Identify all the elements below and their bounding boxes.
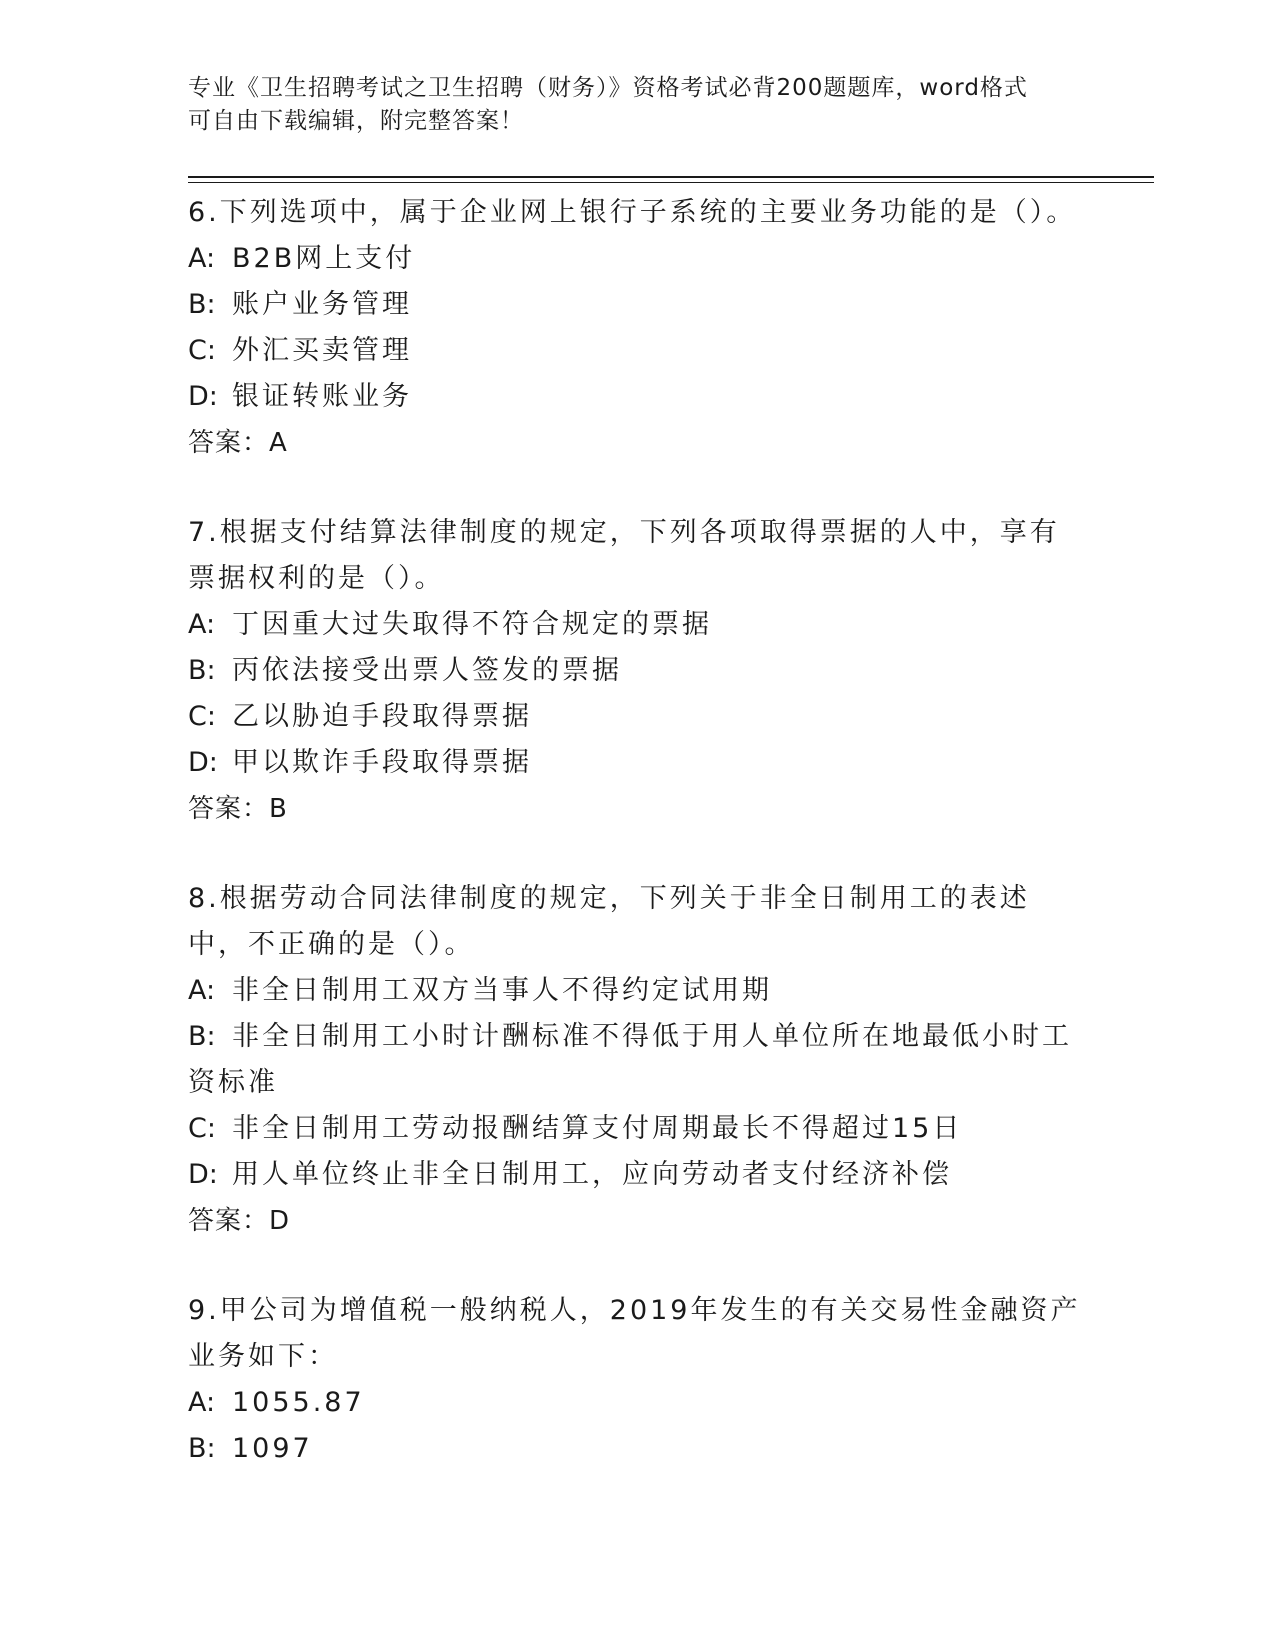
option-key: C: <box>188 335 216 366</box>
answer-label: 答案：D <box>188 1206 291 1236</box>
option-key: A: <box>188 243 216 274</box>
option-text: 非全日制用工双方当事人不得约定试用期 <box>232 975 772 1006</box>
option-d <box>188 740 1088 786</box>
option-key: D: <box>188 747 218 778</box>
question-8 <box>188 876 1088 1244</box>
option-b <box>188 1014 1088 1106</box>
option-text: 用人单位终止非全日制用工，应向劳动者支付经济补偿 <box>232 1159 952 1190</box>
option-text: 账户业务管理 <box>232 289 412 320</box>
option-key: B: <box>188 655 216 686</box>
option-a <box>188 968 1088 1014</box>
option-key: D: <box>188 381 218 412</box>
question-list <box>188 190 1088 1516</box>
option-key: C: <box>188 701 216 732</box>
question-7 <box>188 510 1088 832</box>
option-text: 丙依法接受出票人签发的票据 <box>232 655 622 686</box>
option-d <box>188 374 1088 420</box>
option-key: B: <box>188 289 216 320</box>
header-divider-thick <box>188 176 1154 178</box>
option-text: 1055.87 <box>232 1387 365 1418</box>
option-text: 丁因重大过失取得不符合规定的票据 <box>232 609 712 640</box>
option-text: 甲以欺诈手段取得票据 <box>232 747 532 778</box>
option-b <box>188 282 1088 328</box>
question-6 <box>188 190 1088 466</box>
option-key: A: <box>188 975 216 1006</box>
option-key: A: <box>188 1387 216 1418</box>
option-a <box>188 1380 1088 1426</box>
option-key: B: <box>188 1433 216 1464</box>
option-key: A: <box>188 609 216 640</box>
answer-label: 答案：A <box>188 428 288 458</box>
option-d <box>188 1152 1088 1198</box>
question-text: 7.根据支付结算法律制度的规定，下列各项取得票据的人中，享有票据权利的是（）。 <box>188 517 1060 594</box>
option-key: C: <box>188 1113 216 1144</box>
option-text: 乙以胁迫手段取得票据 <box>232 701 532 732</box>
question-text: 6.下列选项中，属于企业网上银行子系统的主要业务功能的是（）。 <box>188 197 1077 228</box>
option-text: 非全日制用工劳动报酬结算支付周期最长不得超过15日 <box>232 1113 963 1144</box>
question-9 <box>188 1288 1088 1472</box>
answer-label: 答案：B <box>188 794 288 824</box>
option-c <box>188 1106 1088 1152</box>
question-text: 8.根据劳动合同法律制度的规定，下列关于非全日制用工的表述中，不正确的是（）。 <box>188 883 1030 960</box>
option-key: B: <box>188 1021 216 1052</box>
header-line-2: 可自由下载编辑，附完整答案！ <box>188 108 524 134</box>
option-c <box>188 694 1088 740</box>
option-c <box>188 328 1088 374</box>
option-text: 非全日制用工小时计酬标准不得低于用人单位所在地最低小时工资标准 <box>188 1021 1072 1098</box>
option-key: D: <box>188 1159 218 1190</box>
option-text: 银证转账业务 <box>232 381 412 412</box>
option-b <box>188 1426 1088 1472</box>
option-a <box>188 602 1088 648</box>
header-line-1: 专业《卫生招聘考试之卫生招聘（财务）》资格考试必背200题题库，word格式 <box>188 75 1028 101</box>
document-header <box>188 72 1068 138</box>
option-b <box>188 648 1088 694</box>
option-text: 外汇买卖管理 <box>232 335 412 366</box>
option-text: 1097 <box>232 1433 313 1464</box>
question-text: 9.甲公司为增值税一般纳税人，2019年发生的有关交易性金融资产业务如下： <box>188 1295 1081 1372</box>
header-divider-thin <box>188 182 1154 183</box>
option-text: B2B网上支付 <box>232 243 416 274</box>
option-a <box>188 236 1088 282</box>
